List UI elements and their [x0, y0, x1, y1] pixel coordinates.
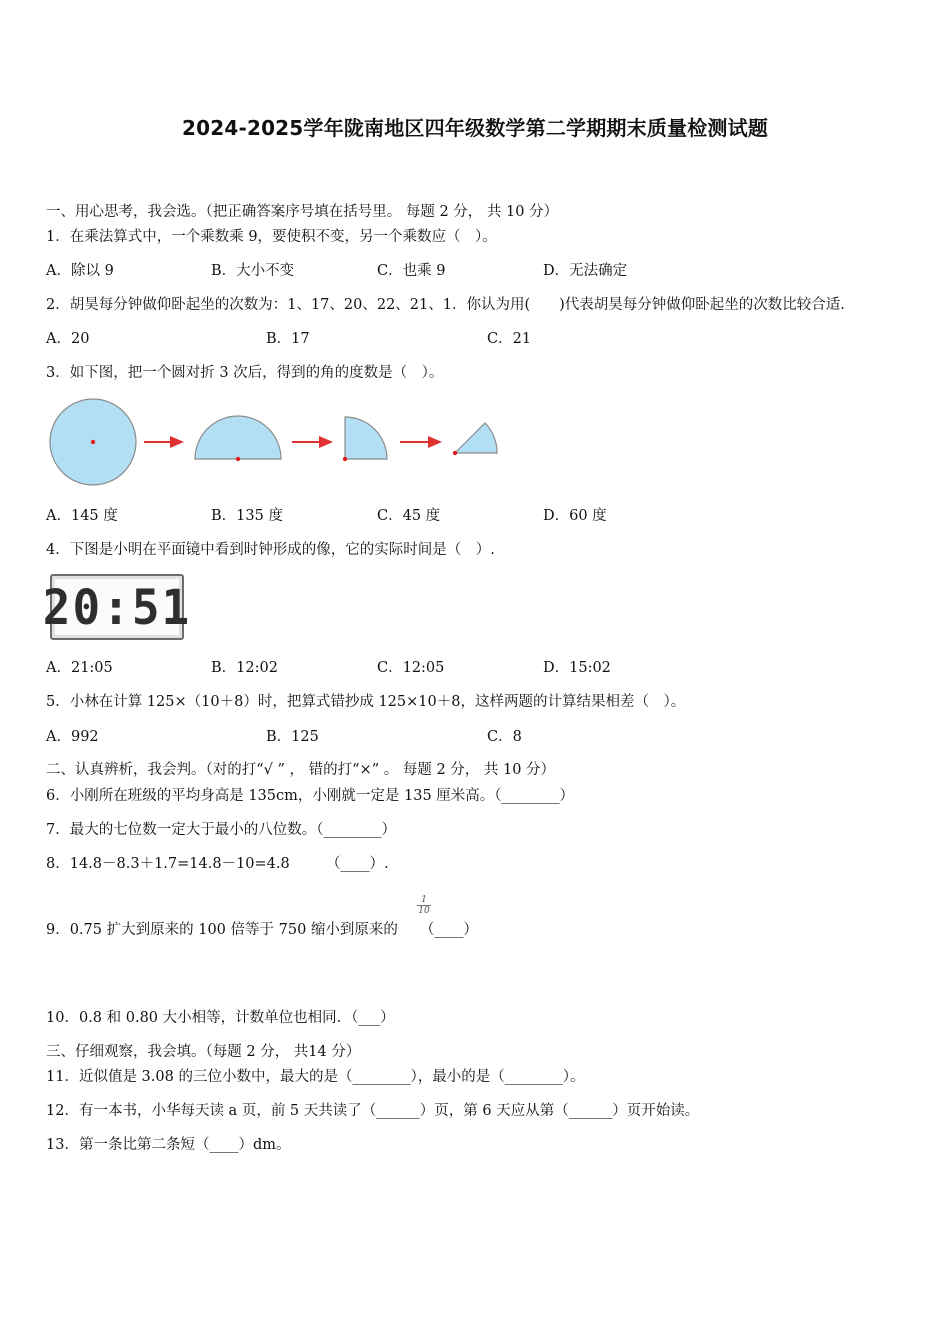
- mirror-clock-image: [42, 574, 192, 640]
- option-c: C．8: [487, 729, 522, 745]
- fraction-denominator: 10: [418, 906, 430, 916]
- option-d: D．15:02: [543, 660, 611, 676]
- question-6: 6．小刚所在班级的平均身高是 135cm，小刚就一定是 135 厘米高。（________）: [46, 788, 575, 804]
- eighth-circle: [455, 423, 497, 453]
- fraction-numerator: 1: [417, 895, 431, 906]
- option-c: C．21: [487, 331, 532, 347]
- question-12: 12．有一本书，小华每天读 a 页，前 5 天共读了（______）页，第 6 天应从第（______）页开始读。: [46, 1103, 700, 1119]
- option-b: B．12:02: [211, 660, 278, 676]
- option-b: B．125: [266, 729, 319, 745]
- question-10: 10．0.8 和 0.80 大小相等，计数单位也相同．（___）: [46, 1010, 395, 1026]
- option-c: C．也乘 9: [377, 263, 446, 279]
- option-c: C．12:05: [377, 660, 445, 676]
- clock-display: 20:51: [42, 578, 192, 636]
- option-c: C．45 度: [377, 508, 441, 524]
- question-1: 1．在乘法算式中，一个乘数乘 9，要使积不变，另一个乘数应（ ）。: [46, 229, 497, 245]
- option-a: A．20: [46, 331, 90, 347]
- option-d: D．无法确定: [543, 263, 628, 279]
- center-dot: [236, 457, 240, 461]
- question-9-blank: （____）: [419, 922, 478, 938]
- question-2: 2．胡昊每分钟做仰卧起坐的次数为：1、17、20、22、21、1．你认为用( )代表胡昊每分钟做仰卧起坐的次数比较合适.: [46, 297, 845, 313]
- option-a: A．992: [46, 729, 99, 745]
- center-dot: [343, 457, 347, 461]
- option-a: A．21:05: [46, 660, 113, 676]
- option-a: A．除以 9: [46, 263, 114, 279]
- question-3: 3．如下图，把一个圆对折 3 次后，得到的角的度数是（ ）。: [46, 365, 444, 381]
- question-8: 8．14.8－8.3＋1.7=14.8－10=4.8 （____）.: [46, 856, 389, 872]
- question-4: 4．下图是小明在平面镜中看到时钟形成的像，它的实际时间是（ ）.: [46, 542, 495, 558]
- option-b: B．17: [266, 331, 310, 347]
- semicircle: [195, 416, 281, 459]
- question-13: 13．第一条比第二条短（____）dm。: [46, 1137, 291, 1153]
- question-9: [46, 920, 478, 940]
- section-3-heading: 三、仔细观察，我会填。（每题 2 分， 共14 分）: [46, 1044, 361, 1060]
- center-dot: [453, 451, 457, 455]
- quarter-circle: [345, 417, 387, 459]
- center-dot: [91, 440, 95, 444]
- question-9-text: 9．0.75 扩大到原来的 100 倍等于 750 缩小到原来的: [46, 922, 398, 938]
- question-11: 11．近似值是 3.08 的三位小数中，最大的是（________），最小的是（________）。: [46, 1069, 585, 1085]
- section-1-heading: 一、用心思考，我会选。（把正确答案序号填在括号里。 每题 2 分， 共 10 分）: [46, 204, 559, 220]
- option-a: A．145 度: [46, 508, 118, 524]
- circle-folding-figure: [44, 395, 514, 495]
- option-b: B．大小不变: [211, 263, 295, 279]
- page-title: 2024-2025学年陇南地区四年级数学第二学期期末质量检测试题: [181, 116, 769, 140]
- question-7: 7．最大的七位数一定大于最小的八位数。（________）: [46, 822, 396, 838]
- question-5: 5．小林在计算 125×（10＋8）时，把算式错抄成 125×10＋8，这样两题的计算结果相差（ ）。: [46, 694, 686, 710]
- option-d: D．60 度: [543, 508, 607, 524]
- option-b: B．135 度: [211, 508, 283, 524]
- fraction-one-tenth: [417, 895, 431, 916]
- section-2-heading: 二、认真辨析，我会判。（对的打“√ ” ， 错的打“×” 。 每题 2 分， 共 10 分）: [46, 762, 556, 778]
